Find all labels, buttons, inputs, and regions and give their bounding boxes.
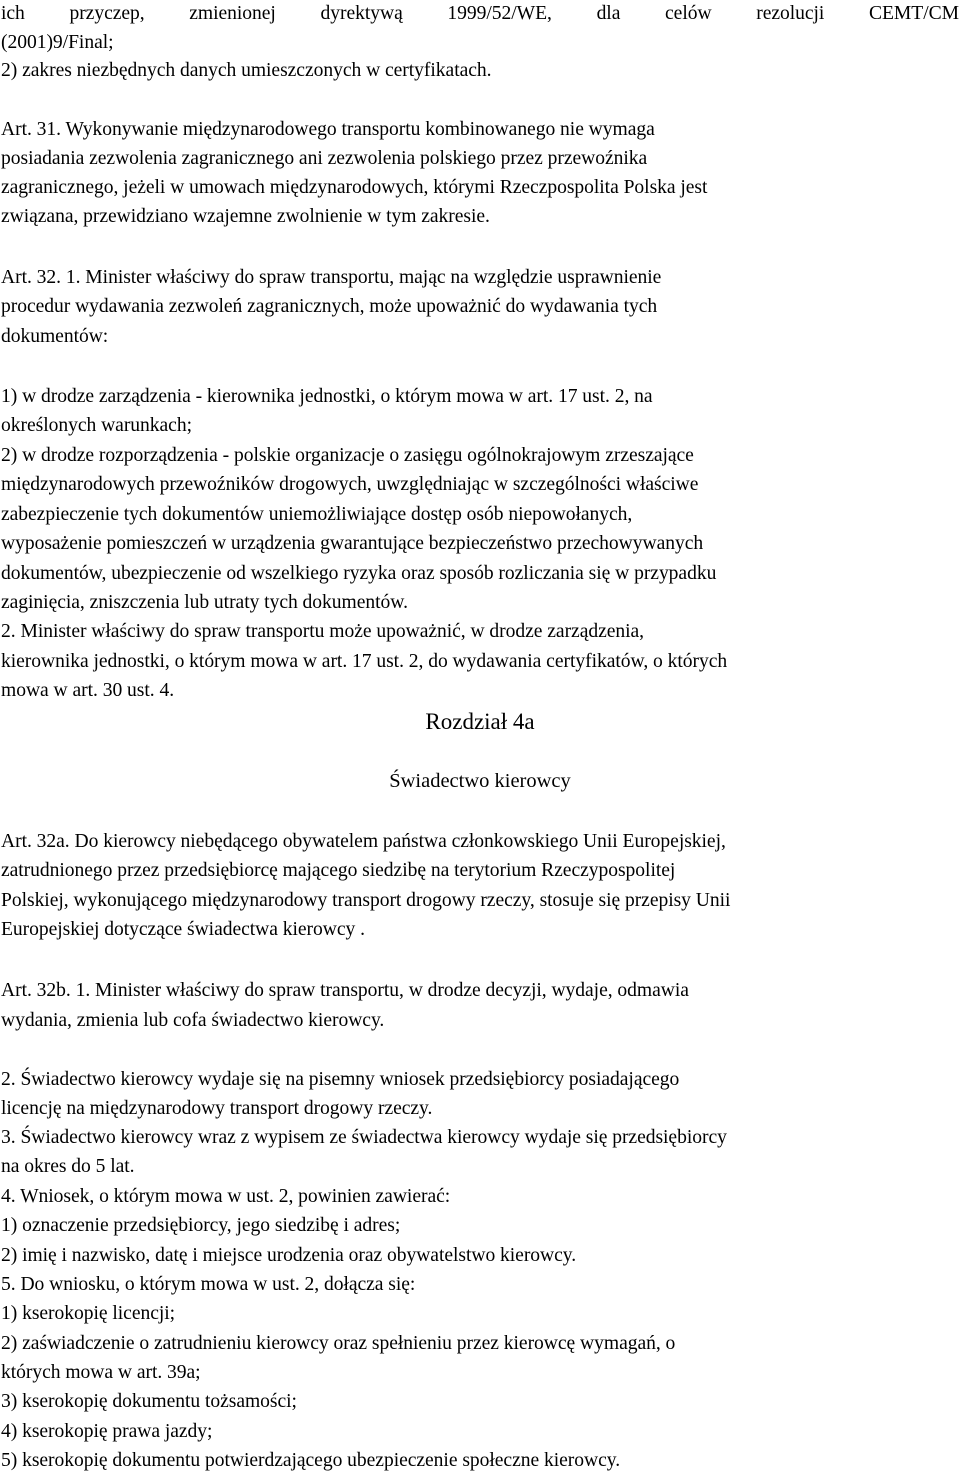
article-32b-line: 2. Świadectwo kierowcy wydaje się na pisemny wniosek przedsiębiorcy posiadającego bbox=[1, 1069, 680, 1090]
text-line: (2001)9/Final; bbox=[1, 32, 114, 53]
article-32-point: 2. Minister właściwy do spraw transportu może upoważnić, w drodze zarządzenia, bbox=[1, 621, 645, 642]
article-32a-line: zatrudnionego przez przedsiębiorcę mającego siedzibę na terytorium Rzeczypospolitej bbox=[1, 860, 676, 881]
article-32b-line: wydania, zmienia lub cofa świadectwo kierowcy. bbox=[1, 1010, 385, 1031]
article-32-point: międzynarodowych przewoźników drogowych, uwzględniając w szczególności właściwe bbox=[1, 474, 699, 495]
text-line: 2) zakres niezbędnych danych umieszczonych w certyfikatach. bbox=[1, 60, 492, 81]
article-32-point: 2) w drodze rozporządzenia - polskie organizacje o zasięgu ogólnokrajowym zrzeszające bbox=[1, 445, 694, 466]
article-32-line: dokumentów: bbox=[1, 326, 109, 347]
chapter-title: Rozdział 4a bbox=[425, 709, 535, 734]
article-32b-line: 2) imię i nazwisko, datę i miejsce urodzenia oraz obywatelstwo kierowcy. bbox=[1, 1245, 577, 1266]
article-32-line: Art. 32. 1. Minister właściwy do spraw transportu, mając na względzie usprawnienie bbox=[1, 267, 662, 288]
article-32-point: dokumentów, ubezpieczenie od wszelkiego ryzyka oraz sposób rozliczania się w przypadku bbox=[1, 563, 717, 584]
chapter-subtitle: Świadectwo kierowcy bbox=[389, 770, 571, 792]
article-32-point: 1) w drodze zarządzenia - kierownika jednostki, o którym mowa w art. 17 ust. 2, na bbox=[1, 386, 653, 407]
article-32b-line: 1) kserokopię licencji; bbox=[1, 1303, 176, 1324]
article-32b-line: na okres do 5 lat. bbox=[1, 1156, 135, 1177]
article-32b-line: 1) oznaczenie przedsiębiorcy, jego siedzibę i adres; bbox=[1, 1215, 401, 1236]
article-32b-line: których mowa w art. 39a; bbox=[1, 1362, 201, 1383]
article-32-point: mowa w art. 30 ust. 4. bbox=[1, 680, 175, 701]
article-32b-line: 2) zaświadczenie o zatrudnieniu kierowcy oraz spełnieniu przez kierowcę wymagań, o bbox=[1, 1333, 676, 1354]
article-31-line: zagranicznego, jeżeli w umowach międzynarodowych, którymi Rzeczpospolita Polska jest bbox=[1, 177, 708, 198]
article-31-line: posiadania zezwolenia zagranicznego ani zezwolenia polskiego przez przewoźnika bbox=[1, 148, 648, 169]
article-32-point: kierownika jednostki, o którym mowa w art. 17 ust. 2, do wydawania certyfikatów, o których bbox=[1, 651, 728, 672]
article-32-point: zabezpieczenie tych dokumentów uniemożliwiające dostęp osób niepowołanych, bbox=[1, 504, 633, 525]
article-32b-line: 5. Do wniosku, o którym mowa w ust. 2, dołącza się: bbox=[1, 1274, 416, 1295]
article-32-point: wyposażenie pomieszczeń w urządzenia gwarantujące bezpieczeństwo przechowywanych bbox=[1, 533, 704, 554]
article-32-point: zaginięcia, zniszczenia lub utraty tych dokumentów. bbox=[1, 592, 408, 613]
article-32b-line: 4. Wniosek, o którym mowa w ust. 2, powinien zawierać: bbox=[1, 1186, 451, 1207]
text-line: ich przyczep, zmienionej dyrektywą 1999/52/WE, dla celów rezolucji CEMT/CM bbox=[1, 3, 959, 24]
article-32b-line: licencję na międzynarodowy transport drogowy rzeczy. bbox=[1, 1098, 433, 1119]
article-32b-line: 3. Świadectwo kierowcy wraz z wypisem ze świadectwa kierowcy wydaje się przedsiębiorcy bbox=[1, 1127, 727, 1148]
article-32-point: określonych warunkach; bbox=[1, 415, 192, 436]
article-31-line: związana, przewidziano wzajemne zwolnienie w tym zakresie. bbox=[1, 206, 490, 227]
article-32a-line: Europejskiej dotyczące świadectwa kierowcy . bbox=[1, 919, 365, 940]
article-31-line: Art. 31. Wykonywanie międzynarodowego transportu kombinowanego nie wymaga bbox=[1, 119, 655, 140]
article-32b-line: 3) kserokopię dokumentu tożsamości; bbox=[1, 1391, 297, 1412]
article-32b-line: Art. 32b. 1. Minister właściwy do spraw transportu, w drodze decyzji, wydaje, odmawia bbox=[1, 980, 689, 1001]
article-32b-line: 4) kserokopię prawa jazdy; bbox=[1, 1421, 213, 1442]
article-32b-line: 5) kserokopię dokumentu potwierdzającego ubezpieczenie społeczne kierowcy. bbox=[1, 1450, 621, 1471]
article-32a-line: Art. 32a. Do kierowcy niebędącego obywatelem państwa członkowskiego Unii Europejskiej, bbox=[1, 831, 726, 852]
article-32-line: procedur wydawania zezwoleń zagranicznych, może upoważnić do wydawania tych bbox=[1, 296, 658, 317]
article-32a-line: Polskiej, wykonującego międzynarodowy transport drogowy rzeczy, stosuje się przepisy Unii bbox=[1, 890, 731, 911]
